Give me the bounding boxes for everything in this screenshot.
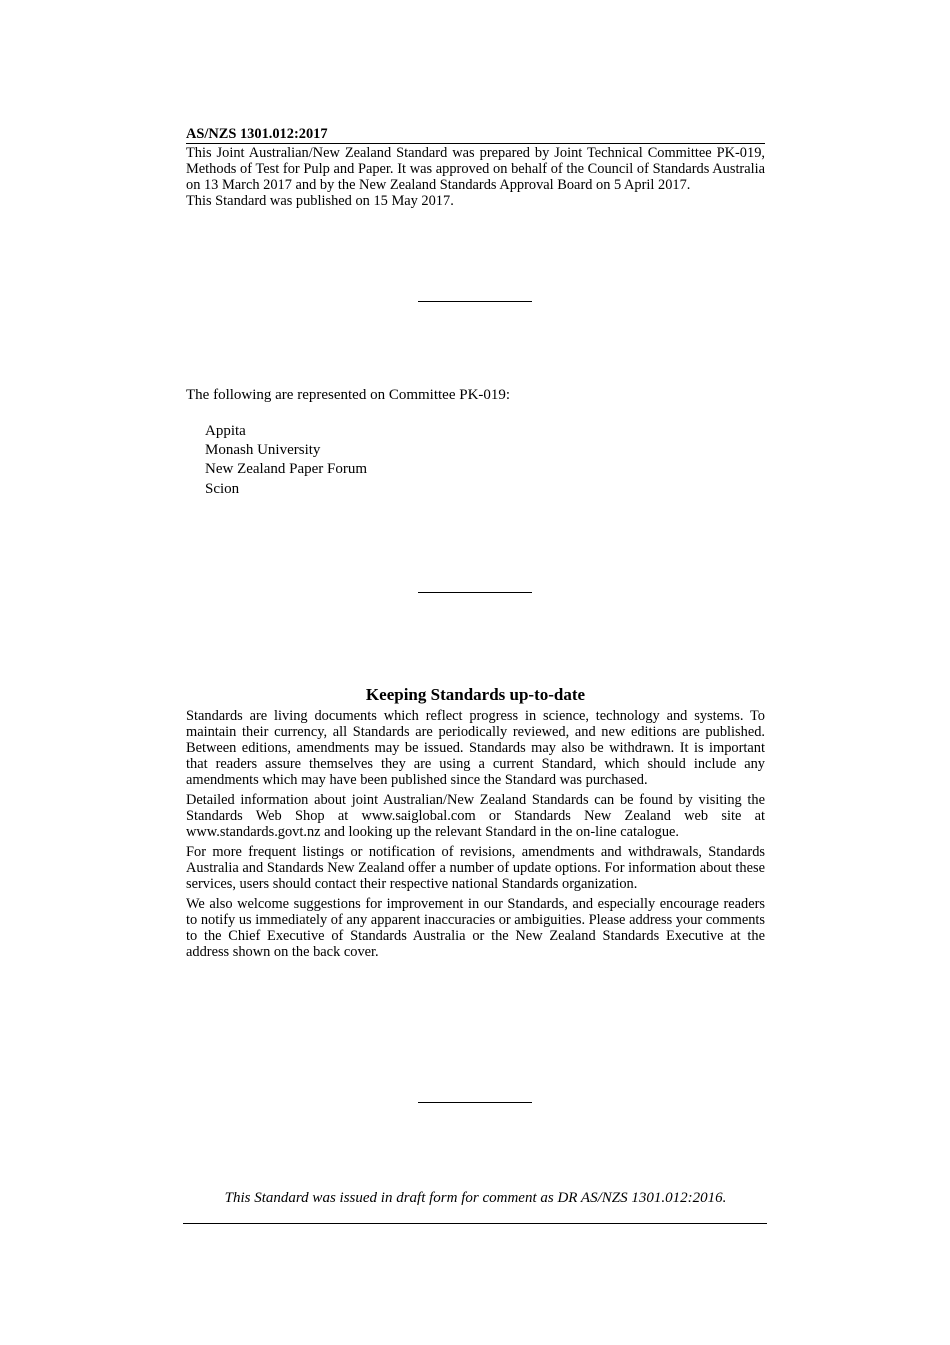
keeping-standards-heading: Keeping Standards up-to-date — [365, 685, 586, 704]
section-divider — [418, 592, 532, 593]
section-divider — [418, 301, 532, 302]
published-text: This Standard was published on 15 May 2017. — [186, 193, 454, 209]
preparation-block — [186, 145, 765, 209]
keeping-paragraph: For more frequent listings or notification of revisions, amendments and withdrawals, Standards Australia and Standards New Zealand offer a number of update options. For information about these services, users should contact their respective national Standards organization. — [186, 844, 765, 892]
section-divider — [418, 1102, 532, 1103]
committee-member: New Zealand Paper Forum — [205, 461, 368, 478]
footer-rule — [183, 1223, 767, 1224]
committee-intro: The following are represented on Committee PK-019: — [186, 387, 511, 403]
committee-member: Scion — [205, 480, 240, 497]
approval-text: This Joint Australian/New Zealand Standard was prepared by Joint Technical Committee PK-019, Methods of Test for Pulp and Paper. It was approved on behalf of the Council of Standards Australia on 13 March 2017 and by the New Zealand Standards Approval Board on 5 April 2017. — [186, 145, 765, 193]
keeping-paragraph: Detailed information about joint Australian/New Zealand Standards can be found by visiting the Standards Web Shop at www.saiglobal.com or Standards New Zealand web site at www.standards.govt.nz and looking up the relevant Standard in the on-line catalogue. — [186, 792, 765, 840]
committee-member: Appita — [205, 423, 246, 439]
draft-note: This Standard was issued in draft form for comment as DR AS/NZS 1301.012:2016. — [224, 1190, 727, 1206]
keeping-paragraph: Standards are living documents which reflect progress in science, technology and systems. To maintain their currency, all Standards are periodically reviewed, and new editions are published. Between editions, amendments may be issued. Standards may also be withdrawn. It is important that readers assure themselves they are using a current Standard, which should include any amendments which may have been published since the Standard was purchased. — [186, 708, 765, 788]
keeping-standards-body — [186, 708, 765, 964]
committee-member-list — [205, 422, 367, 499]
committee-member: Monash University — [205, 442, 321, 459]
standard-code: AS/NZS 1301.012:2017 — [186, 126, 765, 144]
keeping-paragraph: We also welcome suggestions for improvement in our Standards, and especially encourage readers to notify us immediately of any apparent inaccuracies or ambiguities. Please address your comments to the Chief Executive of Standards Australia or the New Zealand Standards Executive at the address shown on the back cover. — [186, 896, 765, 960]
